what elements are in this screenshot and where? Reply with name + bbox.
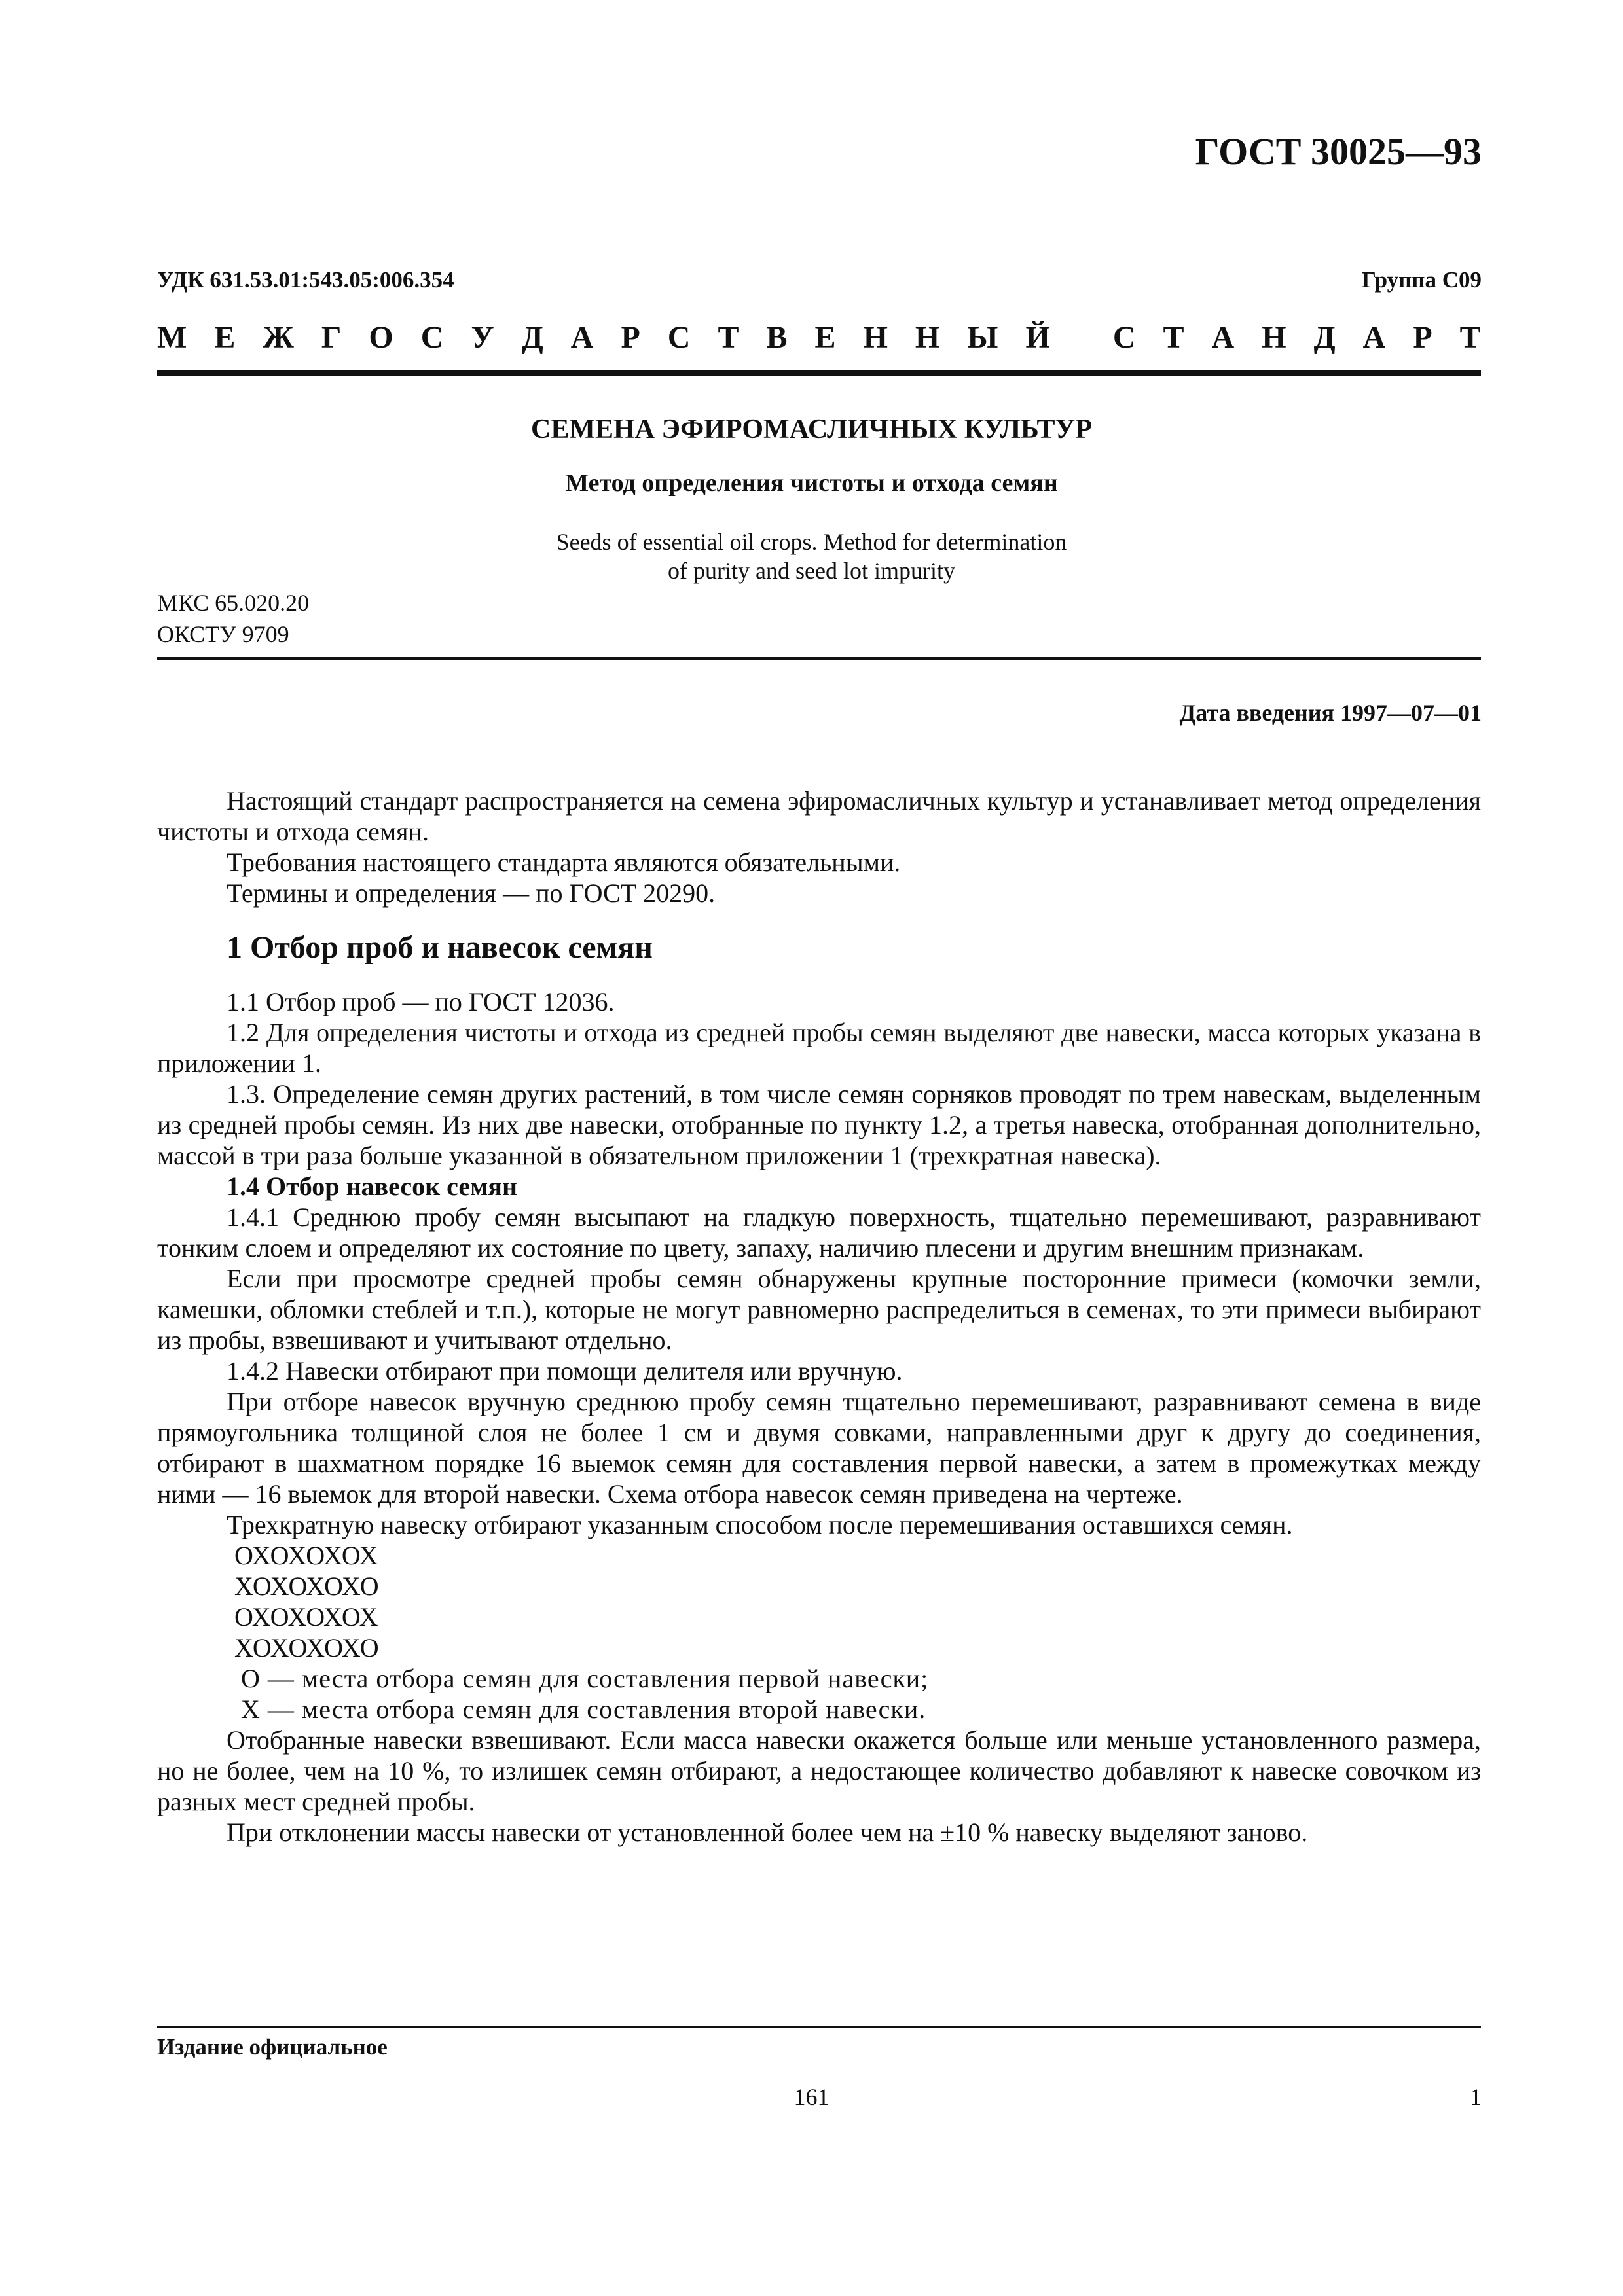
intro-paragraph: Термины и определения — по ГОСТ 20290. bbox=[227, 878, 716, 908]
banner-letter: С bbox=[1112, 320, 1136, 355]
scheme-row: ХОХОХОХО bbox=[234, 1571, 380, 1601]
footer-rule bbox=[157, 2026, 1481, 2028]
title-rule bbox=[157, 657, 1481, 660]
effective-date: Дата введения 1997—07—01 bbox=[1179, 700, 1482, 726]
page-number: 161 bbox=[793, 2084, 830, 2110]
banner-letter: Н bbox=[863, 320, 888, 355]
banner-letter: А bbox=[1211, 320, 1235, 355]
english-title-line-1: Seeds of essential oil crops. Method for determination bbox=[556, 529, 1067, 555]
scheme-legend-x: Х — места отбора семян для составления второй навески. bbox=[241, 1695, 926, 1724]
weighing-paragraph: Отобранные навески взвешивают. Если масса навески окажется больше или меньше установленного размера, но не более, чем на 10 %, то излишек семян отбирают, а недостающее количество добавляют к навеске совочком из разных мест средней пробы. bbox=[157, 1725, 1481, 1816]
clause-1-1: 1.1 Отбор проб — по ГОСТ 12036. bbox=[227, 987, 615, 1016]
banner-letter: О bbox=[369, 320, 393, 355]
banner-letter: Т bbox=[1459, 320, 1481, 355]
clause-1-2: 1.2 Для определения чистоты и отхода из средней пробы семян выделяют две навески, масса которых указана в приложении 1. bbox=[157, 1018, 1481, 1078]
sampling-scheme bbox=[157, 1540, 1481, 1663]
scheme-legend-o: О — места отбора семян для составления первой навески; bbox=[241, 1664, 929, 1693]
document-page-number: 1 bbox=[1470, 2084, 1482, 2110]
clause-1-4-2-manual: При отборе навесок вручную среднюю пробу семян тщательно перемешивают, разравнивают семена в виде прямоугольника толщиной слоя не более 1 см и двумя совками, направленными друг к другу до соединения, отбирают в шахматном порядке 16 выемок семян для составления первой навески, а затем в промежутках между ними — 16 выемок для второй навески. Схема отбора навесок семян приведена на чертеже. bbox=[157, 1387, 1481, 1509]
banner-letter: Т bbox=[718, 320, 739, 355]
scheme-row: ОХОХОХОХ bbox=[234, 1602, 379, 1632]
interstate-standard-banner bbox=[157, 319, 1481, 355]
intro-paragraph: Требования настоящего стандарта являются обязательными. bbox=[227, 848, 901, 877]
okstu-code: ОКСТУ 9709 bbox=[157, 621, 289, 647]
section-heading: 1 Отбор проб и навесок семян bbox=[227, 930, 653, 965]
clause-1-4-heading: 1.4 Отбор навесок семян bbox=[227, 1172, 518, 1201]
banner-letter: Д bbox=[1313, 320, 1336, 355]
banner-spacer bbox=[1078, 319, 1085, 355]
deviation-paragraph: При отклонении массы навески от установленной более чем на ±10 % навеску выделяют заново. bbox=[227, 1818, 1308, 1847]
header-thick-rule bbox=[157, 370, 1481, 376]
clause-1-3: 1.3. Определение семян других растений, в том числе семян сорняков проводят по трем навескам, выделенным из средней пробы семян. Из них две навески, отобранные по пункту 1.2, а третья навеска, отобранная дополнительно, массой в три раза больше указанной в обязательном приложении 1 (трехкратная навеска). bbox=[157, 1079, 1481, 1170]
scheme-row: ОХОХОХОХ bbox=[234, 1541, 379, 1570]
document-title: СЕМЕНА ЭФИРОМАСЛИЧНЫХ КУЛЬТУР bbox=[530, 414, 1092, 444]
udk-code: УДК 631.53.01:543.05:006.354 bbox=[157, 267, 454, 293]
banner-letter: С bbox=[420, 320, 444, 355]
banner-letter: Ж bbox=[263, 320, 294, 355]
banner-letter: Ы bbox=[967, 320, 998, 355]
clause-1-4-1-impurities: Если при просмотре средней пробы семян обнаружены крупные посторонние примеси (комочки земли, камешки, обломки стеблей и т.п.), которые не могут равномерно распределиться в семенах, то эти примеси выбирают из пробы, взвешивают и учитывают отдельно. bbox=[157, 1264, 1481, 1355]
mks-code: МКС 65.020.20 bbox=[157, 590, 310, 616]
banner-letter: У bbox=[471, 320, 494, 355]
banner-letter: Е bbox=[214, 320, 236, 355]
clause-1-4-2: 1.4.2 Навески отбирают при помощи делителя или вручную. bbox=[227, 1356, 903, 1386]
banner-letter: Й bbox=[1025, 320, 1050, 355]
document-body bbox=[157, 785, 1481, 1848]
group-code: Группа С09 bbox=[1361, 267, 1482, 293]
banner-letter: В bbox=[766, 320, 788, 355]
edition-label: Издание официальное bbox=[157, 2034, 388, 2060]
banner-letter: Д bbox=[521, 320, 543, 355]
banner-letter: М bbox=[157, 320, 187, 355]
banner-letter: А bbox=[1362, 320, 1386, 355]
document-subtitle: Метод определения чистоты и отхода семян bbox=[565, 469, 1058, 497]
intro-paragraph: Настоящий стандарт распространяется на семена эфиромасличных культур и устанавливает метод определения чистоты и отхода семян. bbox=[157, 786, 1481, 846]
banner-letter: Т bbox=[1163, 320, 1184, 355]
clause-1-4-1: 1.4.1 Среднюю пробу семян высыпают на гладкую поверхность, тщательно перемешивают, разравнивают тонким слоем и определяют их состояние по цвету, запаху, наличию плесени и другим внешним признакам. bbox=[157, 1202, 1481, 1263]
scheme-row: ХОХОХОХО bbox=[234, 1633, 380, 1662]
clause-1-4-2-triple: Трехкратную навеску отбирают указанным способом после перемешивания оставшихся семян. bbox=[227, 1510, 1293, 1539]
banner-letter: Р bbox=[1413, 320, 1432, 355]
banner-letter: Г bbox=[321, 320, 342, 355]
banner-letter: Н bbox=[915, 320, 940, 355]
banner-letter: Р bbox=[621, 320, 640, 355]
english-title-line-2: of purity and seed lot impurity bbox=[668, 558, 955, 584]
banner-letter: С bbox=[667, 320, 691, 355]
standard-number: ГОСТ 30025—93 bbox=[1195, 130, 1482, 173]
banner-letter: А bbox=[570, 320, 594, 355]
banner-letter: Е bbox=[814, 320, 836, 355]
banner-letter: Н bbox=[1262, 320, 1286, 355]
